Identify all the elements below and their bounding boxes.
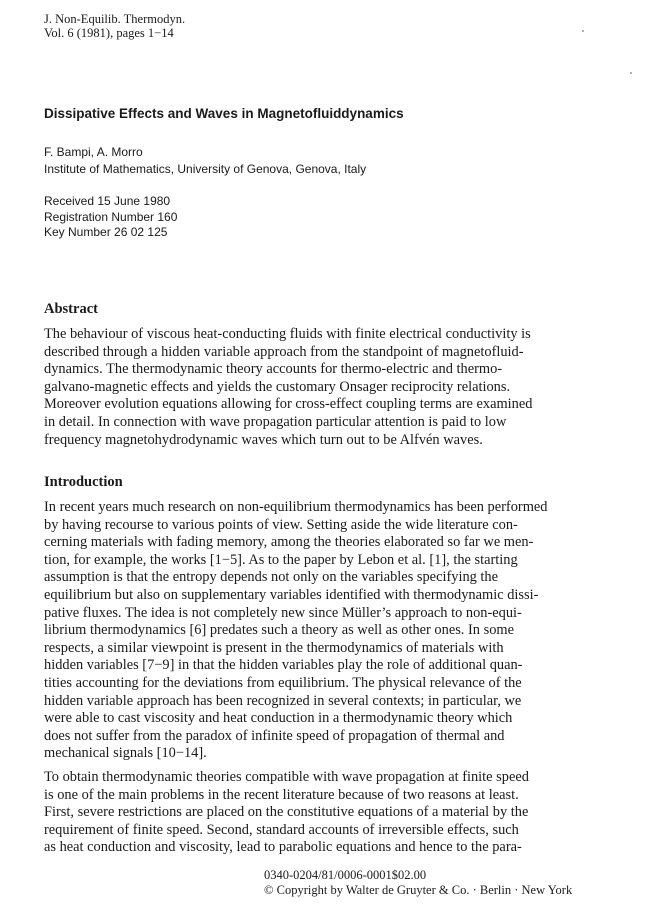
text-line: cerning materials with fading memory, among the theories elaborated so far we men- (44, 534, 534, 551)
scan-speck (630, 72, 632, 74)
journal-citation (44, 12, 185, 40)
text-line: First, severe restrictions are placed on the constitutive equations of a material by the (44, 804, 529, 821)
received-date: Received 15 June 1980 (44, 194, 171, 208)
journal-volume: Vol. 6 (1981), pages 1−14 (44, 26, 174, 40)
text-line: hidden variable approach has been recognized in several contexts; in particular, we (44, 692, 522, 709)
text-line: In recent years much research on non-equilibrium thermodynamics has been performed (44, 499, 548, 515)
submission-meta (44, 194, 177, 241)
text-line: in detail. In connection with wave propagation particular attention is paid to low (44, 413, 507, 430)
author-block (44, 144, 366, 178)
text-line: were able to cast viscosity and heat conduction in a thermodynamic theory which (44, 710, 513, 727)
text-line: as heat conduction and viscosity, lead to parabolic equations and hence to the para- (44, 839, 522, 856)
article-code: 0340-0204/81/0006-0001$02.00 (264, 868, 427, 882)
text-line: by having recourse to various points of view. Setting aside the wide literature con- (44, 516, 518, 533)
registration-number: Registration Number 160 (44, 209, 178, 224)
text-line: dynamics. The thermodynamic theory accounts for thermo-electric and thermo- (44, 361, 503, 378)
text-line: tion, for example, the works [1−5]. As to the paper by Lebon et al. [1], the starting (44, 551, 518, 568)
authors: F. Bampi, A. Morro (44, 145, 143, 159)
text-line: does not suffer from the paradox of infinite speed of propagation of thermal and (44, 727, 505, 744)
text-line: mechanical signals [10−14]. (44, 745, 207, 762)
affiliation: Institute of Mathematics, University of Genova, Genova, Italy (44, 162, 367, 176)
copyright-notice: © Copyright by Walter de Gruyter & Co. · Berlin · New York (264, 883, 573, 897)
paper-title: Dissipative Effects and Waves in Magnetofluiddynamics (44, 106, 404, 121)
introduction-heading: Introduction (44, 474, 123, 490)
text-line: requirement of finite speed. Second, standard accounts of irreversible effects, such (44, 821, 519, 838)
text-line: described through a hidden variable approach from the standpoint of magnetofluid- (44, 343, 524, 360)
abstract-text (44, 326, 628, 449)
copyright-footer (264, 868, 572, 898)
abstract-heading: Abstract (44, 301, 98, 317)
text-line: librium thermodynamics [6] predates such a theory as well as other ones. In some (44, 622, 514, 639)
text-line: To obtain thermodynamic theories compatible with wave propagation at finite speed (44, 769, 529, 785)
text-line: Moreover evolution equations allowing for cross-effect coupling terms are examined (44, 396, 533, 413)
journal-name: J. Non-Equilib. Thermodyn. (44, 12, 186, 26)
introduction-paragraph-2 (44, 769, 628, 857)
text-line: respects, a similar viewpoint is present in the thermodynamics of materials with (44, 639, 504, 656)
text-line: galvano-magnetic effects and yields the customary Onsager reciprocity relations. (44, 378, 511, 395)
introduction-paragraph-1 (44, 499, 628, 763)
text-line: pative fluxes. The idea is not completely new since Müller’s approach to non-equi- (44, 604, 522, 621)
text-line: assumption is that the entropy depends not only on the variables specifying the (44, 569, 499, 586)
text-line: hidden variables [7−9] in that the hidden variables play the role of additional quan- (44, 657, 523, 674)
text-line: tities accounting for the deviations from equilibrium. The physical relevance of the (44, 674, 522, 691)
text-line: The behaviour of viscous heat-conducting fluids with finite electrical conductivity is (44, 326, 531, 342)
key-number: Key Number 26 02 125 (44, 225, 168, 239)
text-line: is one of the main problems in the recent literature because of two reasons at least. (44, 786, 519, 803)
text-line: equilibrium but also on supplementary variables identified with thermodynamic dissi- (44, 586, 539, 603)
scan-speck (582, 30, 584, 32)
text-line: frequency magnetohydrodynamic waves which turn out to be Alfvén waves. (44, 431, 483, 448)
